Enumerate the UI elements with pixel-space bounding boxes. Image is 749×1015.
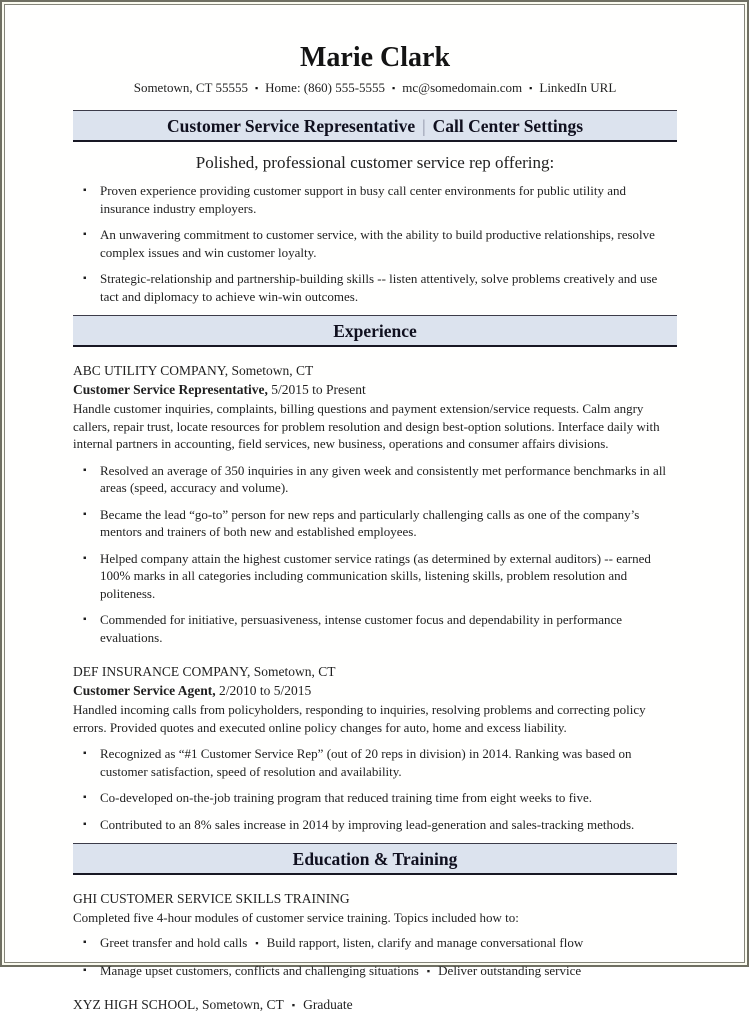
company-line: DEF INSURANCE COMPANY, Sometown, CT: [73, 664, 336, 679]
school-line: [73, 996, 677, 1015]
contact-line: [73, 79, 677, 97]
education-topic: Deliver outstanding service: [438, 963, 582, 978]
job-title-line: [73, 682, 677, 700]
education-bullets: [73, 934, 677, 982]
list-item: ▪ Helped company attain the highest customer service ratings (as determined by external auditors) -- earned 100% marks in all categories including communication skills, listening skills, problem resolution and politeness.: [73, 550, 677, 603]
bullet-separator-icon: ▪: [255, 938, 259, 949]
bullet-separator-icon: ▪: [426, 967, 431, 977]
contact-phone: Home: (860) 555-5555: [265, 80, 386, 95]
list-item: ▪ Proven experience providing customer support in busy call center environments for public utility and insurance industry employers.: [73, 182, 677, 217]
job-dates: 2/2010 to 5/2015: [218, 683, 312, 698]
training-name: GHI CUSTOMER SERVICE SKILLS TRAINING: [73, 891, 350, 906]
education-topic: Build rapport, listen, clarify and manage conversational flow: [266, 934, 584, 950]
education-topic: Greet transfer and hold calls: [100, 934, 248, 950]
title-bar-left: Customer Service Representative: [166, 116, 416, 136]
education-topic: Manage upset customers, conflicts and challenging situations: [100, 963, 419, 978]
list-item: ▪ Contributed to an 8% sales increase in 2014 by improving lead-generation and sales-tracking methods.: [73, 816, 677, 834]
list-item: ▪ Became the lead “go-to” person for new reps and particularly challenging calls as one of the company’s mentors and trainers of both new and established employees.: [73, 506, 677, 541]
summary-heading: Polished, professional customer service rep offering:: [195, 153, 555, 172]
summary-bullets: [73, 182, 677, 305]
list-item: [73, 962, 677, 982]
contact-linkedin: LinkedIn URL: [539, 80, 617, 95]
contact-email: mc@somedomain.com: [402, 80, 523, 95]
job-bullets: [73, 745, 677, 833]
list-item: [73, 934, 677, 954]
school-note: Graduate: [303, 996, 353, 1012]
list-item: ▪ Resolved an average of 350 inquiries in any given week and consistently met performance benchmarks in all areas (speed, accuracy and volume).: [73, 462, 677, 497]
list-item: ▪ Strategic-relationship and partnership-building skills -- listen attentively, solve problems creatively and use tact and diplomacy to achieve win-win outcomes.: [73, 270, 677, 305]
resume-page-inner: [4, 4, 745, 1012]
company-line: ABC UTILITY COMPANY, Sometown, CT: [73, 363, 314, 378]
job-title: Customer Service Agent,: [73, 683, 216, 698]
job-title: Customer Service Representative,: [73, 382, 268, 397]
bullet-separator-icon: ▪: [392, 83, 396, 93]
job-description: Handle customer inquiries, complaints, billing questions and payment extension/service requests. Calm angry callers, repair trust, locate resources for problem resolution and design best-option solutions. Interface daily with internal partners in accounting, field services, new business, operations and consumer affairs divisions.: [73, 401, 660, 451]
list-item: ▪ Commended for initiative, persuasiveness, intense customer focus and dependability in performance evaluations.: [73, 611, 677, 646]
bullet-separator-icon: ▪: [254, 83, 259, 93]
job-bullets: [73, 462, 677, 647]
training-intro: Completed five 4-hour modules of customer service training. Topics included how to:: [73, 910, 519, 925]
job-title-line: [73, 381, 677, 399]
bullet-separator-icon: ▪: [291, 1000, 296, 1011]
bullet-separator-icon: ▪: [529, 83, 533, 93]
list-item: ▪ Recognized as “#1 Customer Service Rep” (out of 20 reps in division) in 2014. Ranking was based on customer satisfaction, speed of resolution and availability.: [73, 745, 677, 780]
education-entry: [73, 890, 677, 1015]
candidate-name: Marie Clark: [299, 42, 451, 73]
list-item: ▪ An unwavering commitment to customer service, with the ability to build productive relationships, resolve complex issues and win customer loyalty.: [73, 226, 677, 261]
list-item: ▪ Co-developed on-the-job training program that reduced training time from eight weeks to five.: [73, 789, 677, 807]
contact-location: Sometown, CT 55555: [133, 80, 248, 95]
section-header-education: Education & Training: [73, 843, 677, 875]
title-bar-divider: |: [422, 116, 426, 136]
job-dates: 5/2015 to Present: [271, 382, 366, 397]
title-bar-right: Call Center Settings: [432, 116, 584, 136]
job-entry: [73, 362, 677, 646]
job-entry: [73, 663, 677, 833]
section-header-experience: Experience: [73, 315, 677, 347]
job-description: Handled incoming calls from policyholders, responding to inquiries, resolving problems and correcting policy errors. Provided quotes and executed online policy changes for auto, home and excess liability.: [73, 702, 646, 735]
title-bar: [73, 110, 677, 142]
school-name: XYZ HIGH SCHOOL, Sometown, CT: [73, 996, 284, 1012]
